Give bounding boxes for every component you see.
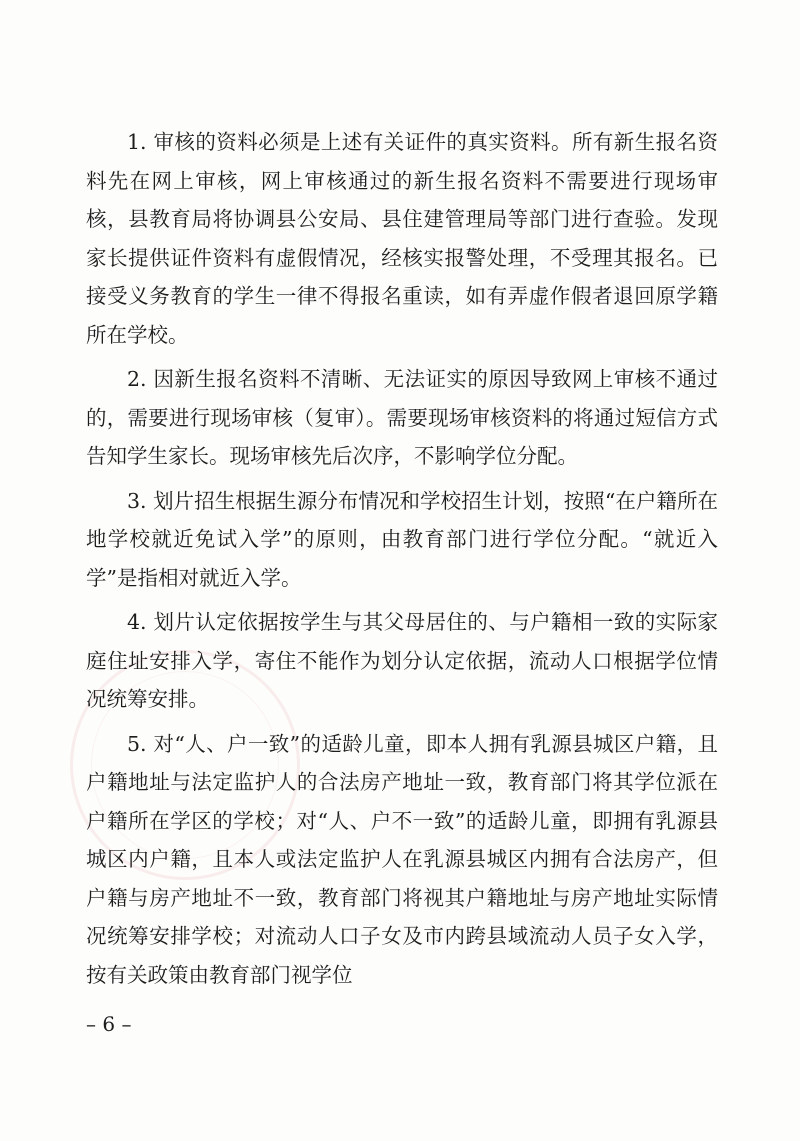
page-number: – 6 – <box>86 1012 132 1036</box>
paragraph-1: 1. 审核的资料必须是上述有关证件的真实资料。所有新生报名资料先在网上审核，网上审核通过的新生报名资料不需要进行现场审核，县教育局将协调县公安局、县住建管理局等部门进行查验。发现家长提供证件资料有虚假情况，经核实报警处理，不受理其报名。已接受义务教育的学生一律不得报名重读，如有弄虚作假者退回原学籍所在学校。 <box>86 130 718 347</box>
paragraph-3: 3. 划片招生根据生源分布情况和学校招生计划，按照“在户籍所在地学校就近免试入学”的原则，由教育部门进行学位分配。“就近入学”是指相对就近入学。 <box>86 488 718 590</box>
paragraph-4: 4. 划片认定依据按学生与其父母居住的、与户籍相一致的实际家庭住址安排入学，寄住不能作为划分认定依据，流动人口根据学位情况统筹安排。 <box>86 610 718 711</box>
paragraph-5: 5. 对“人、户一致”的适龄儿童，即本人拥有乳源县城区户籍，且户籍地址与法定监护人的合法房产地址一致，教育部门将其学位派在户籍所在学区的学校；对“人、户不一致”的适龄儿童，即拥有乳源县城区内户籍，且本人或法定监护人在乳源县城区内拥有合法房产，但户籍与房产地址不一致，教育部门将视其户籍地址与房产地址实际情况统筹安排学校；对流动人口子女及市内跨县域流动人员子女入学，按有关政策由教育部门视学位 <box>86 731 718 987</box>
paragraph-2: 2. 因新生报名资料不清晰、无法证实的原因导致网上审核不通过的，需要进行现场审核（复审）。需要现场审核资料的将通过短信方式告知学生家长。现场审核先后次序，不影响学位分配。 <box>86 367 718 468</box>
document-body <box>86 123 718 1000</box>
